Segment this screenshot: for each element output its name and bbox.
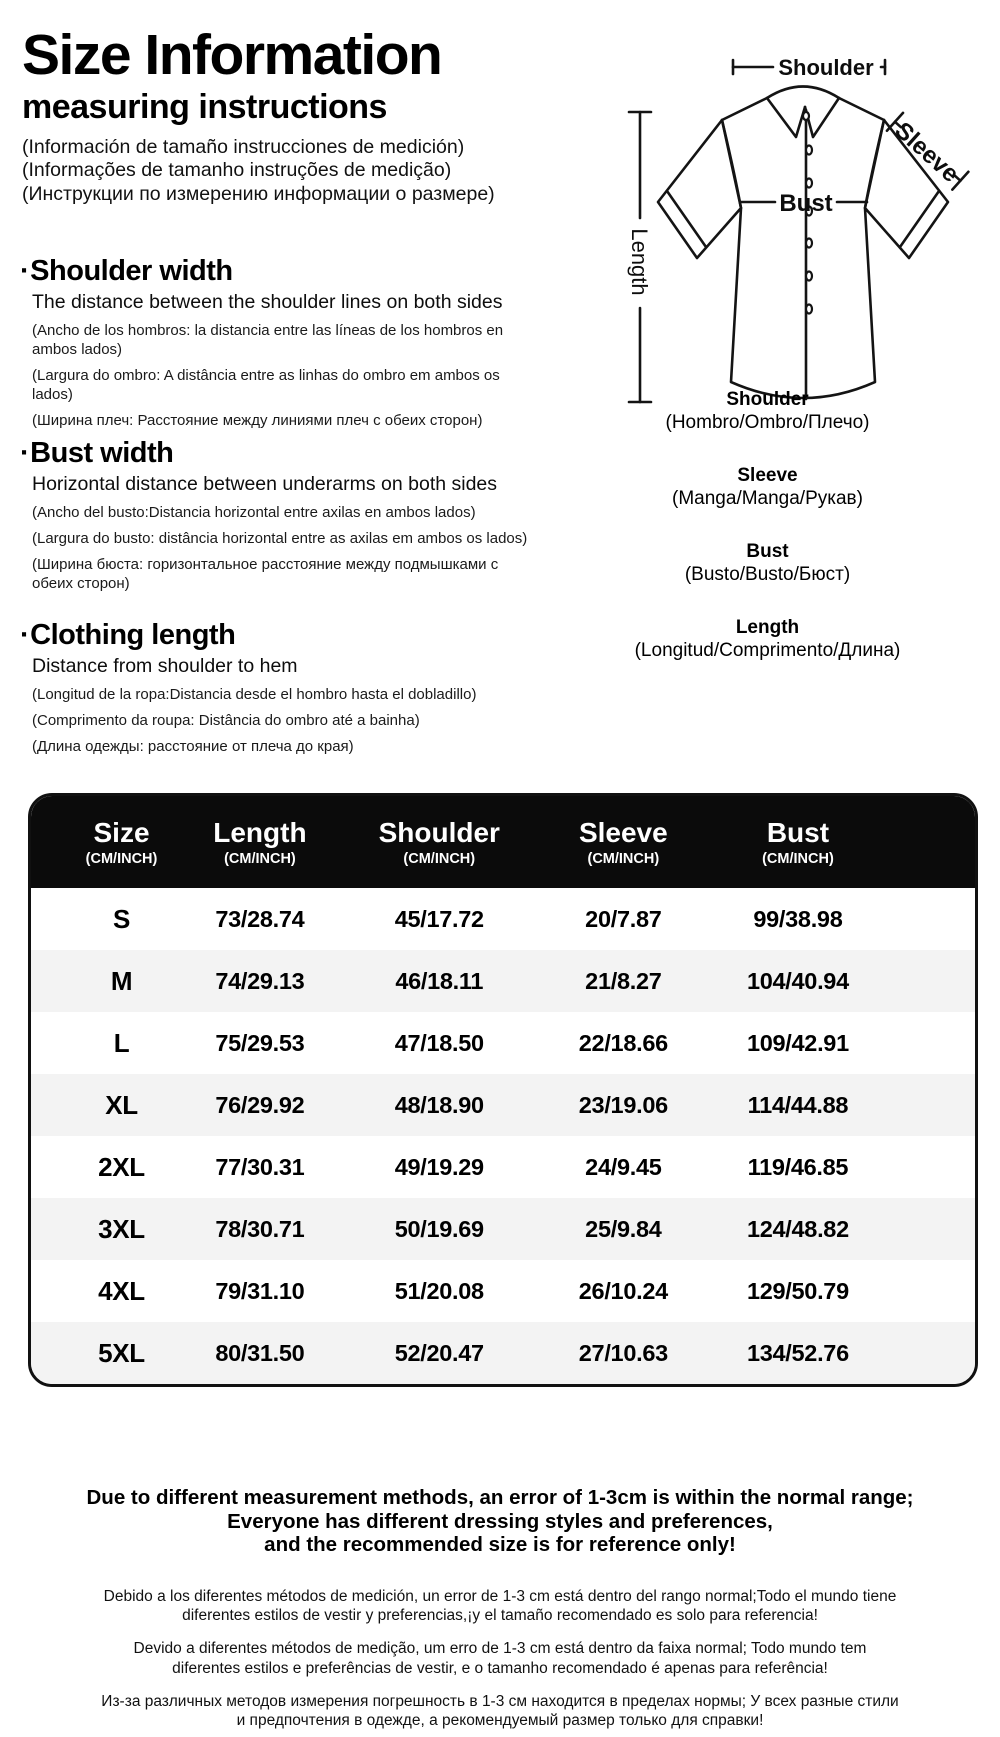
title-translation-ru: (Инструкции по измерению информации о размере) <box>22 182 495 205</box>
page-title: Size Information <box>22 23 442 87</box>
disclaimer-english: Due to different measurement methods, an error of 1-3cm is within the normal range; Everyone has different dressing styles and preferences, and the recommended size is for reference only! <box>86 1486 914 1556</box>
cell-shoulder: 49/19.29 <box>394 1153 484 1180</box>
section-translation-es: (Ancho del busto:Distancia horizontal entre axilas en ambos lados) <box>32 504 476 521</box>
section-description: Distance from shoulder to hem <box>32 655 298 677</box>
cell-shoulder: 45/17.72 <box>394 905 484 932</box>
disclaimer-block <box>0 1486 1000 1737</box>
legend-item-sleeve <box>545 464 990 511</box>
table-row <box>31 1198 975 1260</box>
cell-sleeve: 27/10.63 <box>578 1339 668 1366</box>
cell-length: 78/30.71 <box>215 1215 305 1242</box>
cell-bust: 129/50.79 <box>747 1277 849 1304</box>
legend-item-length <box>545 616 990 663</box>
cell-size: L <box>113 1027 130 1058</box>
section-heading <box>20 618 542 652</box>
section-description: Horizontal distance between underarms on both sides <box>32 473 498 495</box>
disclaimer-portuguese: Devido a diferentes métodos de medição, um erro de 1-3 cm está dentro da faixa normal; Todo mundo tem diferentes estilos e preferências de vestir, e o tamanho recomendado é apenas para referência! <box>133 1640 867 1677</box>
disclaimer-russian: Из-за различных методов измерения погрешность в 1-3 см находится в пределах нормы; У всех разные стили и предпочтения в одежде, а рекомендуемый размер только для справки! <box>101 1692 899 1730</box>
legend-translations: (Hombro/Ombro/Плечо) <box>665 412 870 433</box>
shoulder-width-section <box>20 254 542 430</box>
table-row <box>31 888 975 950</box>
table-row <box>31 1136 975 1198</box>
cell-length: 80/31.50 <box>215 1339 305 1366</box>
cell-size: 2XL <box>98 1151 145 1182</box>
cell-length: 74/29.13 <box>215 967 305 994</box>
table-row <box>31 950 975 1012</box>
cell-shoulder: 50/19.69 <box>394 1215 484 1242</box>
title-translation-pt: (Informações de tamanho instruções de medição) <box>22 159 452 182</box>
cell-sleeve: 24/9.45 <box>585 1153 662 1180</box>
clothing-length-section <box>20 618 542 756</box>
table-row <box>31 1322 975 1384</box>
column-header-sleeve: Sleeve (CM/INCH) <box>578 816 668 867</box>
bullet-glyph: · <box>20 437 30 469</box>
shoulder-diagram-label: Shoulder <box>778 55 874 80</box>
legend-name: Length <box>735 617 800 638</box>
cell-bust: 134/52.76 <box>747 1339 849 1366</box>
bust-diagram-label: Bust <box>779 190 833 217</box>
cell-shoulder: 48/18.90 <box>394 1091 484 1118</box>
length-diagram-label: Length <box>627 228 652 296</box>
cell-length: 75/29.53 <box>215 1029 305 1056</box>
cell-size: 3XL <box>98 1213 145 1244</box>
cell-bust: 104/40.94 <box>747 967 849 994</box>
table-row <box>31 1012 975 1074</box>
section-heading <box>20 436 542 470</box>
legend-translations: (Manga/Manga/Рукав) <box>672 488 863 509</box>
title-translation-es: (Información de tamaño instrucciones de medición) <box>22 135 465 158</box>
cell-size: S <box>112 903 131 934</box>
cell-length: 79/31.10 <box>215 1277 305 1304</box>
section-description: The distance between the shoulder lines on both sides <box>32 291 503 313</box>
column-header-bust: Bust (CM/INCH) <box>762 816 834 867</box>
legend-item-bust <box>545 540 990 587</box>
section-translation-ru: (Ширина плеч: Расстояние между линиями плеч с обеих сторон) <box>32 412 483 429</box>
table-row <box>31 1074 975 1136</box>
legend-translations: (Longitud/Comprimento/Длина) <box>634 640 901 661</box>
section-translation-es: (Ancho de los hombros: la distancia entre las líneas de los hombros en ambos lados) <box>32 322 504 358</box>
cell-sleeve: 20/7.87 <box>585 905 662 932</box>
cell-size: M <box>110 965 133 996</box>
section-title: Clothing length <box>30 619 236 651</box>
cell-sleeve: 21/8.27 <box>585 967 662 994</box>
column-header-shoulder: Shoulder (CM/INCH) <box>378 816 500 867</box>
section-heading <box>20 254 542 288</box>
section-translation-es: (Longitud de la ropa:Distancia desde el hombro hasta el dobladillo) <box>32 686 477 703</box>
cell-sleeve: 23/19.06 <box>578 1091 668 1118</box>
cell-sleeve: 22/18.66 <box>578 1029 668 1056</box>
legend-name: Shoulder <box>726 389 809 410</box>
page-subtitle: measuring instructions <box>22 87 387 126</box>
cell-shoulder: 52/20.47 <box>394 1339 484 1366</box>
legend-item-shoulder <box>545 388 990 435</box>
legend-name: Bust <box>746 541 789 562</box>
title-block <box>22 23 544 206</box>
cell-bust: 114/44.88 <box>747 1091 849 1118</box>
legend-name: Sleeve <box>737 465 798 486</box>
bullet-glyph: · <box>20 255 30 287</box>
cell-length: 77/30.31 <box>215 1153 305 1180</box>
shirt-measure-diagram <box>545 50 1000 415</box>
table-row <box>31 1260 975 1322</box>
cell-shoulder: 46/18.11 <box>395 967 484 994</box>
cell-shoulder: 51/20.08 <box>394 1277 484 1304</box>
section-translation-ru: (Ширина бюста: горизонтальное расстояние между подмышками с обеих сторон) <box>32 556 499 592</box>
section-translation-pt: (Comprimento da roupa: Distância do ombro até a bainha) <box>32 712 420 729</box>
legend-translations: (Busto/Busto/Бюст) <box>684 564 851 585</box>
cell-shoulder: 47/18.50 <box>394 1029 484 1056</box>
section-translation-pt: (Largura do ombro: A distância entre as linhas do ombro em ambos os lados) <box>32 367 500 403</box>
cell-size: 4XL <box>98 1275 145 1306</box>
sleeve-diagram-label: Sleeve <box>889 116 964 188</box>
cell-length: 76/29.92 <box>215 1091 305 1118</box>
column-header-size: Size (CM/INCH) <box>85 816 158 867</box>
cell-bust: 109/42.91 <box>747 1029 849 1056</box>
section-title: Shoulder width <box>30 255 233 287</box>
cell-bust: 119/46.85 <box>747 1153 849 1180</box>
column-header-length: Length (CM/INCH) <box>213 816 307 867</box>
bullet-glyph: · <box>20 619 30 651</box>
section-translation-ru: (Длина одежды: расстояние от плеча до края) <box>32 738 354 755</box>
cell-sleeve: 26/10.24 <box>578 1277 668 1304</box>
size-table-header <box>31 796 975 888</box>
cell-bust: 124/48.82 <box>747 1215 849 1242</box>
cell-bust: 99/38.98 <box>753 905 843 932</box>
disclaimer-spanish: Debido a los diferentes métodos de medición, un error de 1-3 cm está dentro del rango normal;Todo el mundo tiene diferentes estilos de vestir y preferencias,¡y el tamaño recomendado es solo para referencia! <box>103 1587 897 1625</box>
title-translations <box>22 136 544 207</box>
section-translation-pt: (Largura do busto: distância horizontal entre as axilas em ambos os lados) <box>32 530 528 547</box>
diagram-legend <box>545 388 990 692</box>
cell-size: XL <box>105 1089 138 1120</box>
cell-sleeve: 25/9.84 <box>585 1215 662 1242</box>
bust-width-section <box>20 436 542 593</box>
cell-size: 5XL <box>98 1337 145 1368</box>
section-title: Bust width <box>30 437 174 469</box>
cell-length: 73/28.74 <box>215 905 305 932</box>
size-table <box>28 793 978 1387</box>
